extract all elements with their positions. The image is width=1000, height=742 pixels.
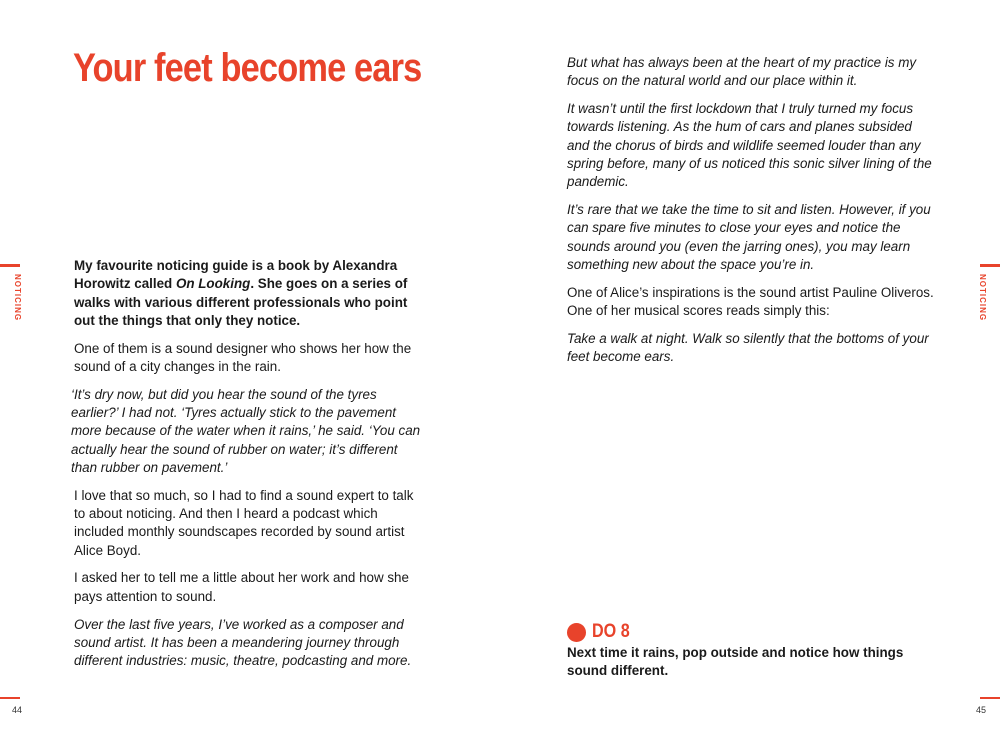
do-title: DO 8: [592, 621, 630, 642]
paragraph: One of them is a sound designer who shows her how the sound of a city changes in the rain.: [74, 340, 412, 374]
score-quote: Take a walk at night. Walk so silently that the bottoms of your feet become ears.: [567, 330, 929, 365]
right-body-text: [567, 54, 937, 376]
chapter-title: Your feet become ears: [73, 46, 422, 90]
section-label: NOTICING: [978, 274, 987, 322]
do-instruction: Next time it rains, pop outside and notice how things sound different.: [567, 645, 904, 679]
section-label: NOTICING: [13, 274, 22, 322]
footer-marker: [0, 697, 20, 699]
page-number: 44: [12, 705, 23, 715]
quote-paragraph: ‘It’s dry now, but did you hear the sound of the tyres earlier?’ I had not. ‘Tyres actually stick to the pavement more because of the water when it rains,’ he said. ‘You can actually hear the sound of rubber on water; it’s different than rubber on pavement.’: [71, 386, 421, 475]
footer-marker: [980, 697, 1000, 699]
left-body-text: [71, 257, 424, 680]
quote-paragraph: But what has always been at the heart of my practice is my focus on the natural world and our place within it.: [567, 55, 917, 89]
book-title: On Looking: [175, 276, 251, 292]
paragraph: I love that so much, so I had to find a sound expert to talk to about noticing. And then I heard a podcast which included monthly soundscapes recorded by sound artist Alice Boyd.: [74, 487, 414, 558]
side-tab-marker: [0, 264, 20, 267]
red-dot-icon: [567, 623, 586, 642]
do-heading: [567, 621, 947, 643]
intro-text-end: . She goes on a series of walks with various different professionals who point out the things that only they notice.: [74, 276, 408, 328]
paragraph: I asked her to tell me a little about her work and how she pays attention to sound.: [74, 570, 409, 604]
side-tab-marker: [980, 264, 1000, 267]
quote-paragraph: It wasn’t until the first lockdown that I truly turned my focus towards listening. As the hum of cars and planes subsided and the chorus of birds and wildlife seemed louder than any spring before, many of us noticed this sonic silver lining of the pandemic.: [567, 101, 932, 190]
intro-paragraph: [74, 257, 424, 330]
page-number: 45: [975, 705, 986, 715]
intro-text-start: My favourite noticing guide is a book by Alexandra Horowitz called: [74, 258, 398, 292]
right-page: [500, 0, 1000, 742]
quote-paragraph: It’s rare that we take the time to sit and listen. However, if you can spare five minutes to close your eyes and notice the sounds around you (even the jarring ones), you may learn something new about the space you’re in.: [567, 202, 931, 272]
paragraph: One of Alice’s inspirations is the sound artist Pauline Oliveros. One of her musical scores reads simply this:: [567, 284, 934, 319]
quote-paragraph: Over the last five years, I’ve worked as a composer and sound artist. It has been a meandering journey through different industries: music, theatre, podcasting and more.: [74, 616, 412, 669]
do-box: [567, 621, 947, 681]
